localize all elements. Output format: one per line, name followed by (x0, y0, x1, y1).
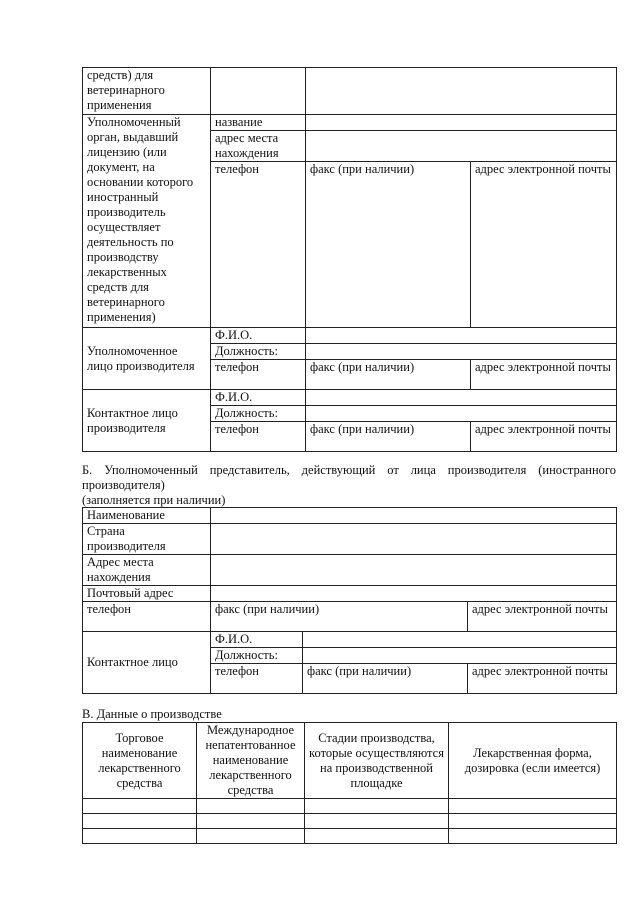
rep-name-value[interactable] (211, 508, 617, 524)
authorized-fax-label: факс (при наличии) (306, 360, 471, 390)
authority-email-label: адрес электронной почты (471, 162, 617, 328)
table-cell[interactable] (449, 829, 617, 844)
rep-contact-fio-label: Ф.И.О. (211, 632, 303, 648)
authorized-position-value[interactable] (306, 344, 617, 360)
empty-cell (306, 68, 617, 115)
rep-country-label: Страна производителя (83, 524, 211, 555)
authorized-person-label: Уполномоченное лицо производителя (83, 328, 211, 390)
rep-contact-position-value[interactable] (303, 648, 617, 664)
col-form-header: Лекарственная форма, дозировка (если имеется) (449, 723, 617, 799)
rep-email-label: адрес электронной почты (468, 602, 617, 632)
continued-label: средств) для ветеринарного применения (83, 68, 211, 115)
rep-fax-label: факс (при наличии) (211, 602, 468, 632)
authorized-email-label: адрес электронной почты (471, 360, 617, 390)
rep-contact-phone-label: телефон (211, 664, 303, 694)
authorized-fio-value[interactable] (306, 328, 617, 344)
authority-address-label: адрес места нахождения (211, 131, 306, 162)
table-cell[interactable] (83, 829, 197, 844)
rep-address-label: Адрес места нахождения (83, 555, 211, 586)
contact-phone-label: телефон (211, 422, 306, 452)
authorized-position-label: Должность: (211, 344, 306, 360)
section-v-heading: В. Данные о производстве (82, 707, 222, 721)
representative-table (82, 507, 617, 694)
table-cell[interactable] (197, 814, 305, 829)
table-cell[interactable] (197, 829, 305, 844)
table-cell[interactable] (197, 799, 305, 814)
rep-address-value[interactable] (211, 555, 617, 586)
production-table (82, 722, 617, 844)
contact-fax-label: факс (при наличии) (306, 422, 471, 452)
contact-person-label: Контактное лицо производителя (83, 390, 211, 452)
table-cell[interactable] (305, 799, 449, 814)
rep-country-value[interactable] (211, 524, 617, 555)
contact-position-label: Должность: (211, 406, 306, 422)
table-cell[interactable] (305, 829, 449, 844)
contact-email-label: адрес электронной почты (471, 422, 617, 452)
authority-name-label: название (211, 115, 306, 131)
rep-contact-fio-value[interactable] (303, 632, 617, 648)
authority-phone-label: телефон (211, 162, 306, 328)
contact-position-value[interactable] (306, 406, 617, 422)
col-stages-header: Стадии производства, которые осуществляются на производственной площадке (305, 723, 449, 799)
table-cell[interactable] (449, 799, 617, 814)
rep-postal-value[interactable] (211, 586, 617, 602)
rep-contact-position-label: Должность: (211, 648, 303, 664)
col-inn-header: Международное непатентованное наименование лекарственного средства (197, 723, 305, 799)
table-cell[interactable] (83, 814, 197, 829)
licensing-authority-label: Уполномоченный орган, выдавший лицензию (или документ, на основании которого иностранный производитель осуществляет деятельность по производству лекарственных средств для ветеринарного применения) (83, 115, 211, 328)
manufacturer-table (82, 67, 617, 452)
rep-postal-label: Почтовый адрес (83, 586, 211, 602)
authorized-fio-label: Ф.И.О. (211, 328, 306, 344)
authority-name-value[interactable] (306, 115, 617, 131)
section-b-heading: Б. Уполномоченный представитель, действующий от лица производителя (иностранного производителя) (82, 463, 616, 492)
table-cell[interactable] (305, 814, 449, 829)
rep-contact-fax-label: факс (при наличии) (303, 664, 468, 694)
rep-phone-label: телефон (83, 602, 211, 632)
table-cell[interactable] (83, 799, 197, 814)
rep-contact-label: Контактное лицо (83, 632, 211, 694)
table-cell[interactable] (449, 814, 617, 829)
authorized-phone-label: телефон (211, 360, 306, 390)
rep-contact-email-label: адрес электронной почты (468, 664, 617, 694)
rep-name-label: Наименование (83, 508, 211, 524)
authority-fax-label: факс (при наличии) (306, 162, 471, 328)
col-trade-name-header: Торговое наименование лекарственного средства (83, 723, 197, 799)
contact-fio-label: Ф.И.О. (211, 390, 306, 406)
empty-cell (211, 68, 306, 115)
section-b-note: (заполняется при наличии) (82, 493, 226, 507)
authority-address-value[interactable] (306, 131, 617, 162)
contact-fio-value[interactable] (306, 390, 617, 406)
